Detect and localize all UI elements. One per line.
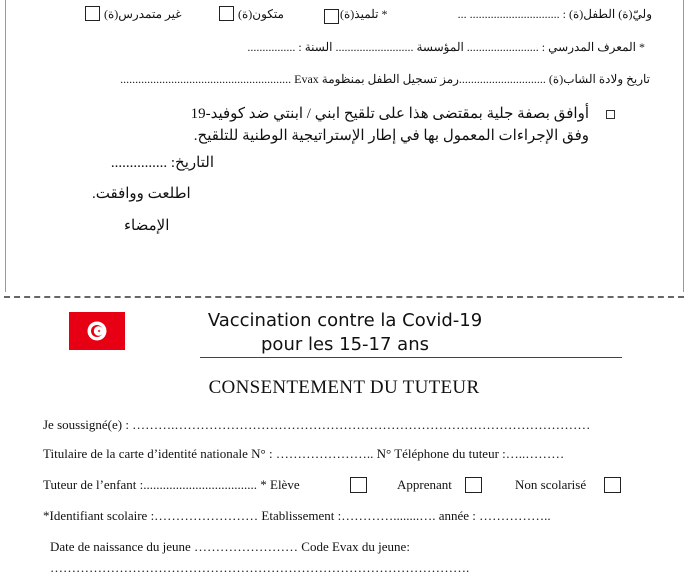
cut-line xyxy=(4,296,684,298)
student-checkbox-fr[interactable] xyxy=(350,477,367,493)
not-enrolled-label-ar: غير متمدرس(ة) xyxy=(104,7,182,21)
student-checkbox-ar[interactable] xyxy=(324,9,339,24)
acknowledged-label-ar: اطلعت ووافقت. xyxy=(92,186,191,202)
undersigned-field: Je soussigné(e) : ……….…………………………………………………………………………………… xyxy=(43,417,591,432)
birth-date-evax-field: Date de naissance du jeune …………………… Code Evax du jeune: xyxy=(50,539,410,554)
apprentice-label: Apprenant xyxy=(397,477,452,492)
school-id-line-ar: * المعرف المدرسي : ........................ المؤسسة .......................... السنة : ................ xyxy=(247,40,645,54)
guardian-of-field: Tuteur de l’enfant :................................... * Elève xyxy=(43,477,300,492)
student-label-ar: * تلميذ(ة) xyxy=(340,7,388,21)
id-card-phone-field: Titulaire de la carte d’identité nationale N° : ………………….. N° Téléphone du tuteur :…..……… xyxy=(43,446,565,461)
not-enrolled-label-fr: Non scolarisé xyxy=(515,477,587,492)
consent-heading: CONSENTEMENT DU TUTEUR xyxy=(208,377,480,398)
vaccination-title: Vaccination contre la Covid-19 xyxy=(207,310,483,331)
trainee-label-ar: متكون(ة) xyxy=(238,7,284,21)
consent-text-line1: أوافق بصفة جلية بمقتضى هذا على تلقيح ابني / ابنتي ضد كوفيد-19 xyxy=(190,106,589,122)
crescent-star-icon xyxy=(87,321,107,341)
signature-label-ar: الإمضاء xyxy=(124,218,170,234)
birth-evax-line-ar: تاريخ ولادة الشاب(ة) .............................رمز تسجيل الطفل بمنظومة Evax ......................................................... xyxy=(120,72,650,86)
not-enrolled-checkbox-ar[interactable] xyxy=(85,6,100,21)
consent-checkbox-ar[interactable] xyxy=(606,110,615,119)
age-range-title: pour les 15-17 ans xyxy=(261,334,429,355)
title-underline xyxy=(200,357,622,358)
date-field-ar: التاريخ: ............... xyxy=(110,155,214,171)
evax-code-dots: ……………………………………………………………………………………. xyxy=(50,560,470,575)
left-border-line xyxy=(5,0,6,292)
school-id-field: *Identifiant scolaire :…………………… Etablissement :…………........…. année : …………….. xyxy=(43,508,551,523)
apprentice-checkbox[interactable] xyxy=(465,477,482,493)
guardian-field-label: وليّ(ة) الطفل(ة) : .............................. ... xyxy=(457,7,652,21)
tunisia-flag-icon xyxy=(69,312,125,350)
trainee-checkbox-ar[interactable] xyxy=(219,6,234,21)
consent-text-line2: وفق الإجراءات المعمول بها في إطار الإستراتيجية الوطنية للتلقيح. xyxy=(193,128,589,144)
not-enrolled-checkbox-fr[interactable] xyxy=(604,477,621,493)
right-border-line xyxy=(683,0,684,292)
